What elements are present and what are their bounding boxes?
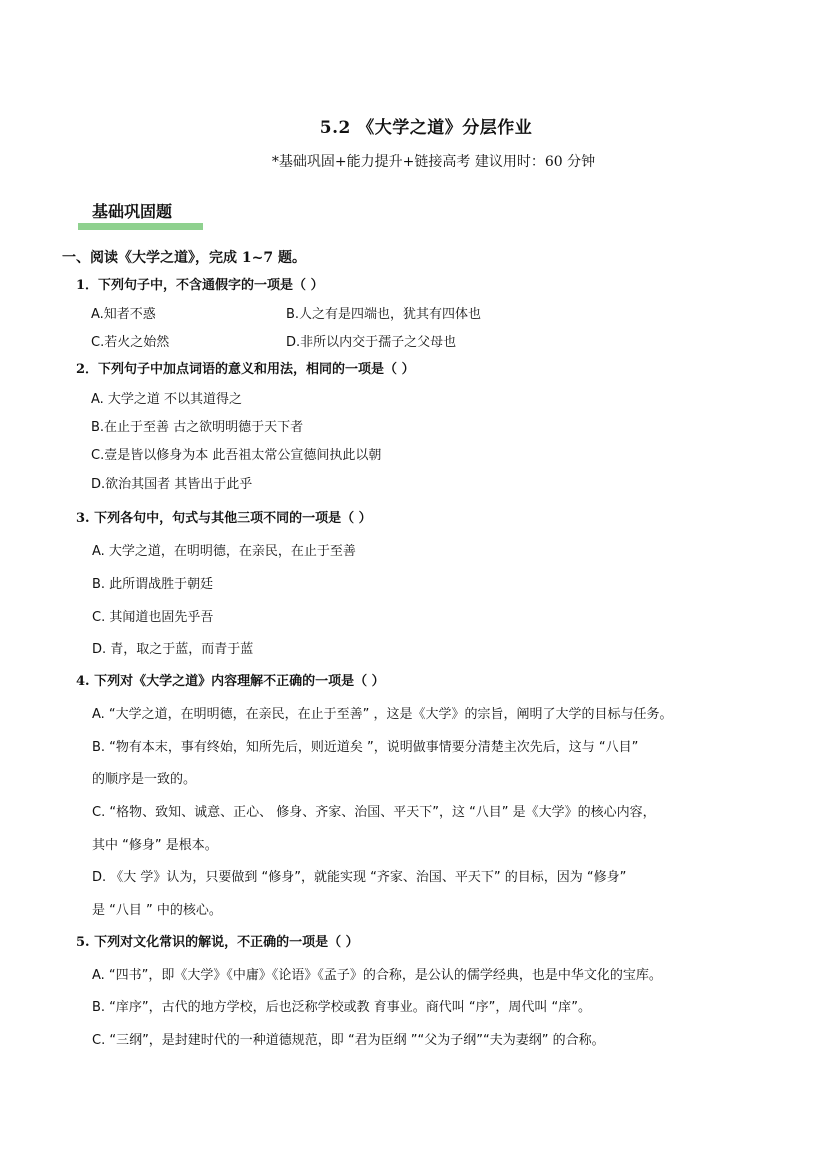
- section-header: [78, 199, 203, 231]
- page-title: 5.2 《大学之道》分层作业: [319, 118, 533, 138]
- question-5-option-a: A. “四书”，即《大学》《中庸》《论语》《孟子》的合称，是公认的儒学经典，也是中华文化的宝库。: [92, 968, 662, 983]
- question-1-option-a: A.知者不惑: [91, 307, 156, 322]
- question-2-option-c: C.壹是皆以修身为本 此吾祖太常公宣德间执此以朝: [91, 448, 382, 463]
- question-3-option-d: D. 青，取之于蓝，而青于蓝: [92, 642, 254, 657]
- question-2-stem: 2．下列句子中加点词语的意义和用法，相同的一项是（ ）: [76, 362, 415, 377]
- question-2-option-d: D.欲治其国者 其皆出于此乎: [91, 477, 253, 492]
- question-4-option-a: A. “大学之道，在明明德，在亲民，在止于至善” ，这是《大学》的宗旨，阐明了大学的目标与任务。: [92, 707, 673, 722]
- question-1-option-b: B.人之有是四端也，犹其有四体也: [286, 307, 482, 322]
- question-1-option-c: C.若火之始然: [91, 335, 170, 350]
- question-3-option-c: C. 其闻道也固先乎吾: [92, 610, 214, 625]
- page-subtitle: *基础巩固+能力提升+链接高考 建议用时：60 分钟: [271, 154, 596, 170]
- question-4-option-c: C. “格物、致知、诚意、正心、 修身、齐家、治国、平天下”，这 “八目” 是《大学》的核心内容，: [92, 805, 656, 820]
- section-underline-bar: [78, 223, 203, 230]
- question-3-option-a: A. 大学之道，在明明德，在亲民，在止于至善: [92, 544, 356, 559]
- question-4-stem: 4. 下列对《大学之道》内容理解不正确的一项是（ ）: [76, 674, 385, 689]
- part-heading: 一、阅读《大学之道》，完成 1~7 题。: [62, 250, 306, 266]
- question-4-option-b-cont: 的顺序是一致的。: [92, 772, 197, 787]
- question-4-option-d: D. 《大 学》认为，只要做到 “修身”，就能实现 “齐家、治国、平天下” 的目标，因为 “修身”: [92, 870, 627, 885]
- question-1-stem: 1．下列句子中，不含通假字的一项是（ ）: [76, 278, 324, 293]
- question-4-option-d-cont: 是 “八目 ” 中的核心。: [92, 903, 222, 918]
- question-4-option-b: B. “物有本末，事有终始，知所先后，则近道矣 ”，说明做事情要分清楚主次先后，这与 “八目”: [92, 740, 639, 755]
- question-1-option-d: D.非所以内交于孺子之父母也: [286, 335, 457, 350]
- section-label: 基础巩固题: [92, 202, 173, 221]
- question-5-stem: 5. 下列对文化常识的解说，不正确的一项是（ ）: [76, 935, 359, 950]
- question-3-option-b: B. 此所谓战胜于朝廷: [92, 577, 214, 592]
- question-3-stem: 3. 下列各句中，句式与其他三项不同的一项是（ ）: [76, 511, 372, 526]
- question-5-option-b: B. “庠序”，古代的地方学校，后也泛称学校或教 育事业。商代叫 “序”，周代叫 “庠”。: [92, 1000, 591, 1015]
- question-5-option-c: C. “三纲”，是封建时代的一种道德规范，即 “君为臣纲 ”“父为子纲”“夫为妻纲” 的合称。: [92, 1033, 605, 1048]
- question-2-option-a: A. 大学之道 不以其道得之: [91, 392, 243, 407]
- question-4-option-c-cont: 其中 “修身” 是根本。: [92, 838, 218, 853]
- question-2-option-b: B.在止于至善 古之欲明明德于天下者: [91, 420, 304, 435]
